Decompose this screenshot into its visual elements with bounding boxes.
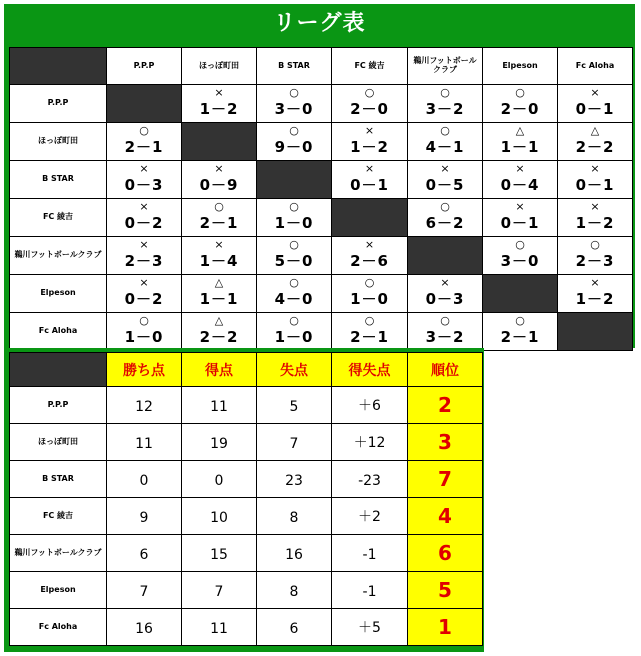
stat-gd: -23 — [358, 472, 381, 489]
match-score: 0－1 — [575, 100, 615, 118]
rank-cell: 3 — [408, 424, 483, 461]
match-result-cell — [408, 275, 483, 313]
match-result-cell — [408, 123, 483, 161]
column-header — [257, 48, 332, 85]
match-result-cell — [558, 237, 633, 275]
result-mark: × — [139, 276, 149, 289]
match-result-cell — [332, 85, 408, 123]
row-header-label: 鵜川フットボールクラブ — [14, 250, 102, 260]
match-result-cell — [408, 199, 483, 237]
stat-gf: 11 — [210, 398, 228, 415]
stat-cell — [107, 535, 182, 572]
stat-points: 6 — [139, 546, 149, 563]
corner-cell — [10, 353, 107, 387]
standings-row — [10, 461, 483, 498]
standings-column-header: 得点 — [182, 353, 257, 387]
match-score: 1－1 — [500, 138, 540, 156]
stat-ga: 8 — [289, 583, 299, 600]
stat-ga: 6 — [289, 620, 299, 637]
result-mark: × — [214, 162, 224, 175]
stat-cell — [332, 609, 408, 646]
result-mark: × — [515, 200, 525, 213]
stat-ga: 8 — [289, 509, 299, 526]
standings-row — [10, 535, 483, 572]
match-score: 1－2 — [199, 100, 239, 118]
row-header — [10, 85, 107, 123]
stat-cell — [182, 535, 257, 572]
team-name-cell — [10, 461, 107, 498]
standings-row — [10, 609, 483, 646]
result-mark: ○ — [440, 86, 450, 99]
result-mark: △ — [590, 124, 600, 137]
match-result-cell — [182, 237, 257, 275]
match-score: 2－0 — [500, 100, 540, 118]
rank-cell: 7 — [408, 461, 483, 498]
column-header — [408, 48, 483, 85]
match-score: 0－3 — [425, 290, 465, 308]
match-result-cell — [182, 199, 257, 237]
match-score: 0－4 — [500, 176, 540, 194]
stat-gf: 10 — [210, 509, 228, 526]
result-mark: × — [440, 162, 450, 175]
result-mark: × — [515, 162, 525, 175]
standings-column-header: 失点 — [257, 353, 332, 387]
result-mark: ○ — [515, 238, 525, 251]
team-name: FC 綾吉 — [42, 510, 74, 520]
result-mark: ○ — [515, 86, 525, 99]
column-header — [182, 48, 257, 85]
match-result-cell — [332, 275, 408, 313]
self-match-cell — [408, 237, 483, 275]
match-result-cell — [483, 85, 558, 123]
match-result-cell — [257, 123, 332, 161]
match-result-cell — [182, 161, 257, 199]
match-score: 2－3 — [124, 252, 164, 270]
stat-points: 7 — [139, 583, 149, 600]
league-row — [10, 123, 633, 161]
standings-header-row — [10, 353, 483, 387]
match-score: 2－0 — [350, 100, 389, 118]
stat-gd: -1 — [362, 583, 377, 600]
result-mark: ○ — [289, 276, 299, 289]
result-mark: × — [139, 238, 149, 251]
result-mark: ○ — [440, 200, 450, 213]
match-result-cell — [257, 199, 332, 237]
stat-ga: 7 — [289, 435, 299, 452]
match-score: 0－1 — [575, 176, 615, 194]
stat-gf: 11 — [210, 620, 228, 637]
standings-row — [10, 572, 483, 609]
result-mark: ○ — [214, 200, 224, 213]
stat-cell — [182, 461, 257, 498]
self-match-cell — [558, 313, 633, 351]
match-score: 2－1 — [350, 328, 389, 346]
match-score: 2－1 — [124, 138, 164, 156]
result-mark: ○ — [289, 200, 299, 213]
league-header-row — [10, 48, 633, 85]
rank-cell: 1 — [408, 609, 483, 646]
match-score: 4－1 — [425, 138, 465, 156]
match-score: 2－1 — [500, 328, 540, 346]
match-score: 1－1 — [199, 290, 239, 308]
column-header-label: P.P.P — [133, 60, 155, 70]
row-header-label: B STAR — [42, 174, 74, 184]
match-result-cell — [107, 199, 182, 237]
result-mark: ○ — [364, 86, 375, 99]
corner-cell — [10, 48, 107, 85]
result-mark: × — [214, 238, 224, 251]
stat-cell — [257, 609, 332, 646]
standings-row — [10, 424, 483, 461]
stat-points: 16 — [135, 620, 153, 637]
match-result-cell — [408, 85, 483, 123]
league-row — [10, 199, 633, 237]
column-header-label: B STAR — [278, 60, 310, 70]
match-result-cell — [558, 123, 633, 161]
league-grid — [9, 47, 633, 351]
stat-cell — [332, 387, 408, 424]
match-score: 2－2 — [575, 138, 615, 156]
match-result-cell — [332, 123, 408, 161]
result-mark: × — [440, 276, 450, 289]
match-score: 0－3 — [124, 176, 164, 194]
match-result-cell — [332, 237, 408, 275]
team-name: B STAR — [42, 473, 74, 483]
result-mark: ○ — [289, 86, 299, 99]
column-header — [483, 48, 558, 85]
stat-cell — [182, 572, 257, 609]
self-match-cell — [257, 161, 332, 199]
standings-column-header: 得失点 — [332, 353, 408, 387]
match-result-cell — [558, 161, 633, 199]
column-header — [332, 48, 408, 85]
league-row — [10, 161, 633, 199]
standings-row — [10, 498, 483, 535]
match-score: 0－1 — [500, 214, 540, 232]
match-result-cell — [182, 275, 257, 313]
match-result-cell — [558, 85, 633, 123]
match-score: 2－2 — [199, 328, 239, 346]
stat-cell — [257, 498, 332, 535]
match-score: 3－0 — [274, 100, 314, 118]
team-name-cell — [10, 498, 107, 535]
stat-cell — [182, 387, 257, 424]
result-mark: × — [590, 162, 600, 175]
match-score: 0－2 — [124, 214, 164, 232]
stat-gd: ＋5 — [358, 620, 381, 636]
result-mark: △ — [214, 314, 224, 327]
stat-cell — [182, 609, 257, 646]
result-mark: × — [139, 200, 149, 213]
result-mark: ○ — [440, 314, 450, 327]
stat-gf: 15 — [210, 546, 228, 563]
rank-cell: 6 — [408, 535, 483, 572]
stat-ga: 23 — [285, 472, 303, 489]
stat-cell — [107, 498, 182, 535]
match-score: 6－2 — [425, 214, 465, 232]
column-header-label: Fc Aloha — [575, 60, 615, 70]
match-result-cell — [107, 161, 182, 199]
team-name-cell — [10, 424, 107, 461]
match-score: 0－1 — [350, 176, 389, 194]
match-score: 3－0 — [500, 252, 540, 270]
stat-cell — [332, 461, 408, 498]
team-name: P.P.P — [47, 399, 69, 409]
match-result-cell — [483, 161, 558, 199]
stat-gd: ＋2 — [358, 509, 381, 525]
row-header-label: Fc Aloha — [38, 326, 78, 336]
rank-cell: 2 — [408, 387, 483, 424]
league-row — [10, 275, 633, 313]
match-result-cell — [558, 275, 633, 313]
stat-points: 11 — [135, 435, 153, 452]
team-name-cell — [10, 572, 107, 609]
match-score: 1－4 — [199, 252, 239, 270]
self-match-cell — [332, 199, 408, 237]
stat-cell — [107, 387, 182, 424]
result-mark: ○ — [289, 124, 299, 137]
match-result-cell — [483, 237, 558, 275]
stat-cell — [257, 424, 332, 461]
rank-cell: 4 — [408, 498, 483, 535]
row-header-label: P.P.P — [47, 98, 69, 108]
match-result-cell — [408, 161, 483, 199]
stat-cell — [257, 387, 332, 424]
result-mark: ○ — [289, 238, 299, 251]
team-name-cell — [10, 609, 107, 646]
match-result-cell — [408, 313, 483, 351]
match-result-cell — [257, 275, 332, 313]
match-score: 1－2 — [575, 214, 615, 232]
result-mark: ○ — [515, 314, 525, 327]
stat-cell — [257, 535, 332, 572]
match-score: 2－3 — [575, 252, 615, 270]
row-header — [10, 199, 107, 237]
result-mark: × — [364, 238, 375, 251]
result-mark: × — [364, 162, 375, 175]
match-result-cell — [332, 161, 408, 199]
stat-ga: 16 — [285, 546, 303, 563]
self-match-cell — [107, 85, 182, 123]
league-table-panel — [4, 4, 635, 348]
stat-cell — [332, 535, 408, 572]
stat-points: 9 — [139, 509, 149, 526]
match-result-cell — [182, 85, 257, 123]
stat-cell — [107, 424, 182, 461]
result-mark: △ — [214, 276, 224, 289]
result-mark: △ — [515, 124, 525, 137]
match-result-cell — [483, 123, 558, 161]
stat-ga: 5 — [289, 398, 299, 415]
team-name-cell — [10, 535, 107, 572]
league-row — [10, 85, 633, 123]
match-result-cell — [257, 237, 332, 275]
result-mark: ○ — [139, 314, 149, 327]
row-header — [10, 275, 107, 313]
match-score: 0－2 — [124, 290, 164, 308]
match-score: 1－2 — [575, 290, 615, 308]
stat-gf: 19 — [210, 435, 228, 452]
stat-gd: ＋12 — [353, 435, 386, 451]
standings-row — [10, 387, 483, 424]
standings-column-header: 勝ち点 — [107, 353, 182, 387]
result-mark: ○ — [590, 238, 600, 251]
column-header-label: ほっぽ町田 — [199, 60, 239, 70]
result-mark: ○ — [289, 314, 299, 327]
match-score: 4－0 — [274, 290, 314, 308]
stat-cell — [182, 424, 257, 461]
match-result-cell — [483, 199, 558, 237]
standings-panel — [4, 348, 484, 652]
stat-cell — [332, 424, 408, 461]
match-result-cell — [107, 313, 182, 351]
row-header-label: FC 綾吉 — [42, 212, 74, 222]
team-name-cell — [10, 387, 107, 424]
stat-cell — [107, 461, 182, 498]
page-title: リーグ表 — [273, 11, 366, 36]
stat-gd: ＋6 — [358, 398, 381, 414]
match-result-cell — [257, 313, 332, 351]
team-name: ほっぽ町田 — [38, 436, 78, 446]
result-mark: × — [590, 276, 600, 289]
match-score: 1－0 — [124, 328, 164, 346]
team-name: Fc Aloha — [38, 621, 78, 631]
self-match-cell — [483, 275, 558, 313]
row-header — [10, 313, 107, 351]
stat-cell — [107, 609, 182, 646]
result-mark: ○ — [364, 276, 375, 289]
match-result-cell — [558, 199, 633, 237]
result-mark: × — [139, 162, 149, 175]
match-result-cell — [107, 123, 182, 161]
result-mark: × — [214, 86, 224, 99]
match-result-cell — [182, 313, 257, 351]
standings-grid — [9, 352, 483, 646]
result-mark: ○ — [440, 124, 450, 137]
row-header — [10, 237, 107, 275]
team-name: Elpeson — [40, 584, 76, 594]
row-header — [10, 123, 107, 161]
match-score: 2－1 — [199, 214, 239, 232]
match-result-cell — [483, 313, 558, 351]
match-score: 1－0 — [274, 328, 314, 346]
column-header-label: Elpeson — [502, 60, 538, 70]
column-header — [558, 48, 633, 85]
result-mark: ○ — [139, 124, 149, 137]
match-score: 0－9 — [199, 176, 239, 194]
standings-column-header: 順位 — [408, 353, 483, 387]
result-mark: ○ — [364, 314, 375, 327]
stat-cell — [182, 498, 257, 535]
league-row — [10, 237, 633, 275]
column-header-label: 鵜川フットボールクラブ — [413, 56, 477, 74]
stat-cell — [257, 461, 332, 498]
stat-gd: -1 — [362, 546, 377, 563]
match-score: 3－2 — [425, 328, 465, 346]
match-score: 2－6 — [350, 252, 389, 270]
column-header — [107, 48, 182, 85]
match-score: 0－5 — [425, 176, 465, 194]
match-score: 1－2 — [350, 138, 389, 156]
stat-gf: 0 — [214, 472, 224, 489]
stat-cell — [107, 572, 182, 609]
match-result-cell — [332, 313, 408, 351]
rank-cell: 5 — [408, 572, 483, 609]
stat-cell — [257, 572, 332, 609]
stat-points: 12 — [135, 398, 153, 415]
column-header-label: FC 綾吉 — [354, 60, 385, 70]
league-row — [10, 313, 633, 351]
result-mark: × — [364, 124, 375, 137]
match-score: 5－0 — [274, 252, 314, 270]
result-mark: × — [590, 86, 600, 99]
stat-cell — [332, 572, 408, 609]
match-score: 3－2 — [425, 100, 465, 118]
match-result-cell — [107, 237, 182, 275]
team-name: 鵜川フットボールクラブ — [14, 547, 102, 557]
match-score: 1－0 — [274, 214, 314, 232]
match-score: 9－0 — [274, 138, 314, 156]
row-header-label: Elpeson — [40, 288, 76, 298]
stat-points: 0 — [139, 472, 149, 489]
stat-gf: 7 — [214, 583, 224, 600]
match-score: 1－0 — [350, 290, 389, 308]
match-result-cell — [107, 275, 182, 313]
row-header-label: ほっぽ町田 — [38, 136, 78, 146]
result-mark: × — [590, 200, 600, 213]
stat-cell — [332, 498, 408, 535]
match-result-cell — [257, 85, 332, 123]
row-header — [10, 161, 107, 199]
self-match-cell — [182, 123, 257, 161]
